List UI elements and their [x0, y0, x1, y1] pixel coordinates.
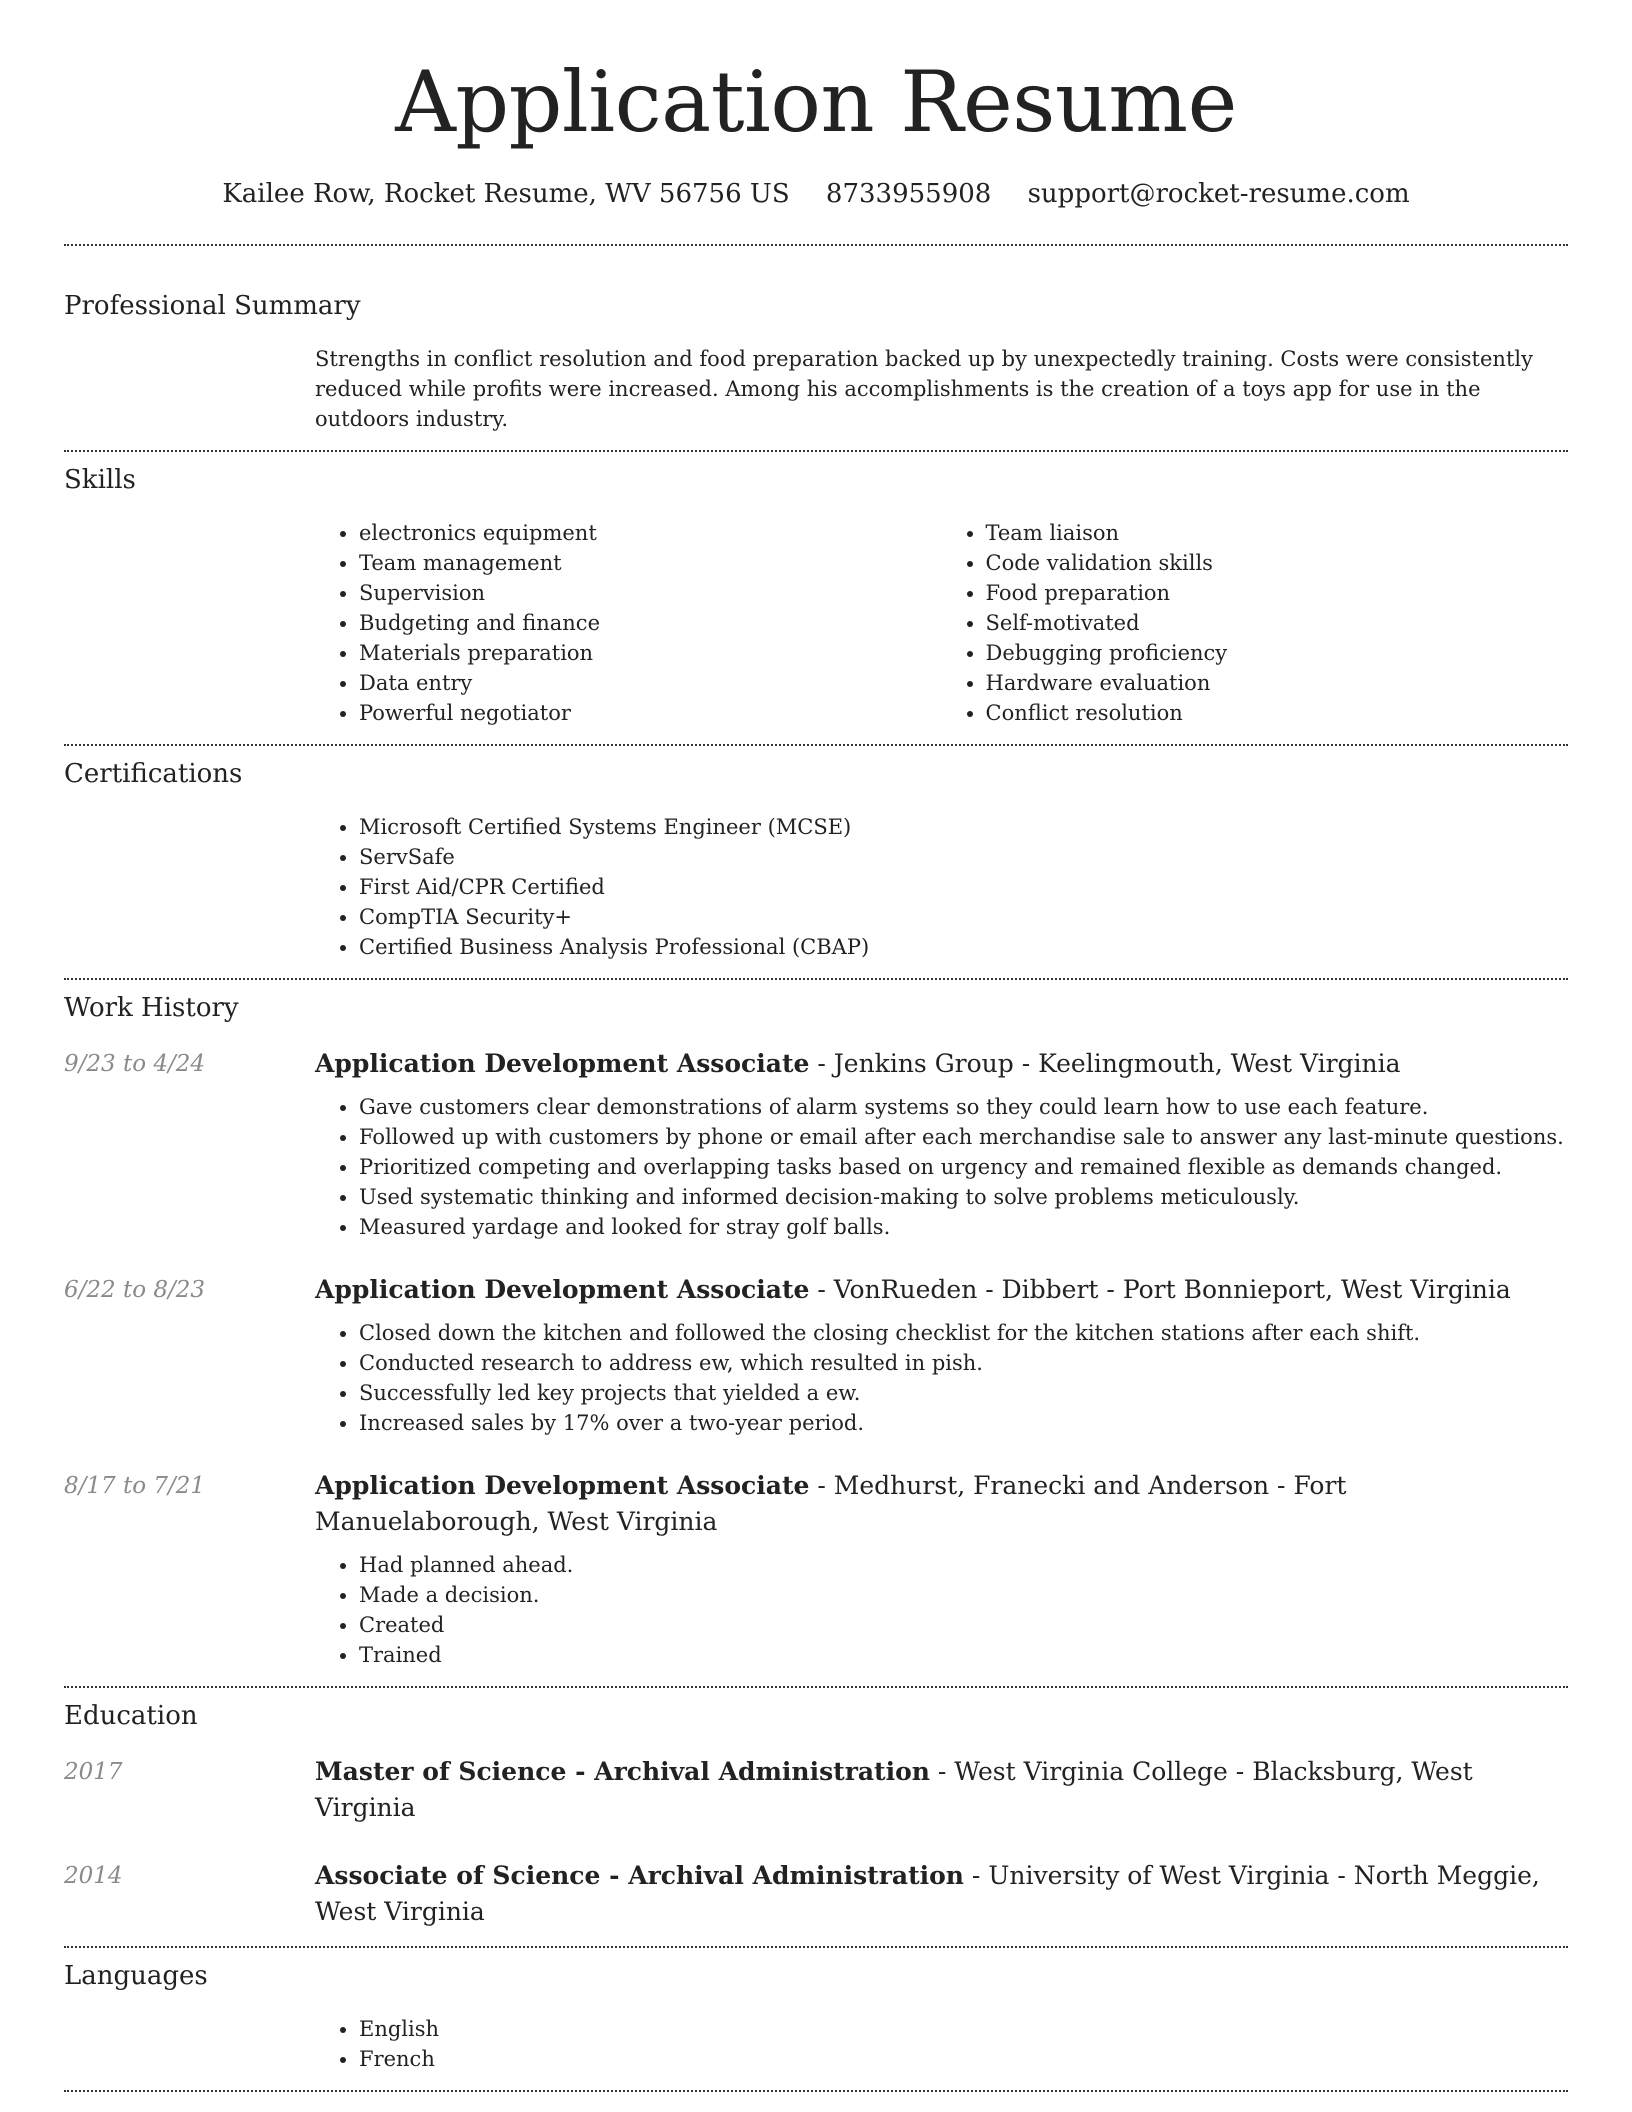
- job-employer: - Medhurst, Franecki and Anderson - Fort Manuelaborough, West Virginia: [315, 1471, 1347, 1536]
- job-role: Application Development Associate: [315, 1471, 810, 1500]
- skill-item: • Food preparation: [986, 578, 1569, 608]
- education-degree: Master of Science - Archival Administration: [315, 1757, 930, 1786]
- job-bullet: • Prioritized competing and overlapping tasks based on urgency and remained flexible as demands changed.: [359, 1152, 1568, 1182]
- job-bullet: • Closed down the kitchen and followed the closing checklist for the kitchen stations after each shift.: [359, 1318, 1568, 1348]
- job-dates: 9/23 to 4/24: [64, 1051, 206, 1077]
- section-title-education: Education: [64, 1701, 198, 1731]
- job-details: [315, 1468, 1568, 1670]
- job-entry: [64, 1468, 1568, 1670]
- skill-item: • Hardware evaluation: [986, 668, 1569, 698]
- job-dates: 6/22 to 8/23: [64, 1277, 206, 1303]
- skill-item: • Team management: [359, 548, 942, 578]
- certification-item: • Microsoft Certified Systems Engineer (MCSE): [359, 812, 1568, 842]
- certifications-section: [64, 746, 1568, 978]
- summary-text: Strengths in conflict resolution and food preparation backed up by unexpectedly training. Costs were consistently reduced while profits were increased. Among his accomplishments is the creation of a toys app for use in the outdoors industry.: [315, 347, 1533, 431]
- education-school: - University of West Virginia - North Meggie, West Virginia: [315, 1861, 1540, 1926]
- skill-item: • Budgeting and finance: [359, 608, 942, 638]
- job-bullets: [315, 1550, 1568, 1670]
- job-bullet: • Had planned ahead.: [359, 1550, 1568, 1580]
- job-title-line: [315, 1272, 1568, 1308]
- skill-item: • Data entry: [359, 668, 942, 698]
- skill-item: • Debugging proficiency: [986, 638, 1569, 668]
- skills-columns: [315, 518, 1568, 728]
- contact-phone: 8733955908: [825, 179, 992, 209]
- education-year: 2017: [64, 1759, 123, 1785]
- certification-item: • ServSafe: [359, 842, 1568, 872]
- job-dates: 8/17 to 7/21: [64, 1473, 206, 1499]
- certification-item: • Certified Business Analysis Professional (CBAP): [359, 932, 1568, 962]
- contact-address: Kailee Row, Rocket Resume, WV 56756 US: [222, 179, 790, 209]
- education-title-line: [315, 1858, 1568, 1930]
- skill-item: • Team liaison: [986, 518, 1569, 548]
- skill-item: • Materials preparation: [359, 638, 942, 668]
- education-details: [315, 1858, 1568, 1930]
- languages-list: [315, 2014, 1568, 2074]
- contact-email: support@rocket-resume.com: [1027, 179, 1410, 209]
- job-role: Application Development Associate: [315, 1049, 810, 1078]
- section-title-work-history: Work History: [64, 993, 239, 1023]
- education-degree: Associate of Science - Archival Administration: [315, 1861, 964, 1890]
- skill-item: • Self-motivated: [986, 608, 1569, 638]
- certification-item: • CompTIA Security+: [359, 902, 1568, 932]
- certifications-list: [315, 812, 1568, 962]
- job-role: Application Development Associate: [315, 1275, 810, 1304]
- job-bullets: [315, 1092, 1568, 1242]
- job-bullet: • Made a decision.: [359, 1580, 1568, 1610]
- section-title-skills: Skills: [64, 465, 136, 495]
- languages-content: [315, 2014, 1568, 2074]
- skill-item: • Code validation skills: [986, 548, 1569, 578]
- section-title-languages: Languages: [64, 1961, 208, 1991]
- resume-title: Application Resume: [395, 53, 1237, 151]
- work-history-section: [64, 980, 1568, 1686]
- skills-list-left: [315, 518, 942, 728]
- job-bullet: • Created: [359, 1610, 1568, 1640]
- job-bullets: [315, 1318, 1568, 1438]
- language-item: • French: [359, 2044, 1568, 2074]
- section-title-certifications: Certifications: [64, 759, 243, 789]
- language-item: • English: [359, 2014, 1568, 2044]
- job-title-line: [315, 1468, 1568, 1540]
- education-details: [315, 1754, 1568, 1826]
- education-year: 2014: [64, 1863, 123, 1889]
- job-bullet: • Successfully led key projects that yielded a ew.: [359, 1378, 1568, 1408]
- job-employer: - VonRueden - Dibbert - Port Bonnieport, West Virginia: [809, 1275, 1511, 1304]
- education-entry: [64, 1858, 1568, 1930]
- languages-section: [64, 1948, 1568, 2090]
- job-bullet: • Followed up with customers by phone or email after each merchandise sale to answer any last-minute questions.: [359, 1122, 1568, 1152]
- job-details: [315, 1046, 1568, 1242]
- job-title-line: [315, 1046, 1568, 1082]
- job-bullet: • Increased sales by 17% over a two-year period.: [359, 1408, 1568, 1438]
- education-school: - West Virginia College - Blacksburg, West Virginia: [315, 1757, 1473, 1822]
- divider: [64, 2090, 1568, 2092]
- job-bullet: • Used systematic thinking and informed decision-making to solve problems meticulously.: [359, 1182, 1568, 1212]
- skill-item: • Supervision: [359, 578, 942, 608]
- job-entry: [64, 1046, 1568, 1242]
- certification-item: • First Aid/CPR Certified: [359, 872, 1568, 902]
- job-bullet: • Conducted research to address ew, which resulted in pish.: [359, 1348, 1568, 1378]
- skill-item: • electronics equipment: [359, 518, 942, 548]
- job-details: [315, 1272, 1568, 1438]
- skill-item: • Powerful negotiator: [359, 698, 942, 728]
- section-title-summary: Professional Summary: [64, 291, 361, 321]
- education-entry: [64, 1754, 1568, 1826]
- summary-section: [64, 246, 1568, 450]
- job-entry: [64, 1272, 1568, 1438]
- resume-header: [64, 0, 1568, 210]
- job-bullet: • Trained: [359, 1640, 1568, 1670]
- contact-line: [64, 178, 1568, 210]
- skills-list-right: [942, 518, 1569, 728]
- job-employer: - Jenkins Group - Keelingmouth, West Virginia: [809, 1049, 1401, 1078]
- skill-item: • Conflict resolution: [986, 698, 1569, 728]
- job-bullet: • Gave customers clear demonstrations of alarm systems so they could learn how to use each feature.: [359, 1092, 1568, 1122]
- education-section: [64, 1688, 1568, 1946]
- skills-section: [64, 452, 1568, 744]
- education-title-line: [315, 1754, 1568, 1826]
- certifications-content: [315, 812, 1568, 962]
- job-bullet: • Measured yardage and looked for stray golf balls.: [359, 1212, 1568, 1242]
